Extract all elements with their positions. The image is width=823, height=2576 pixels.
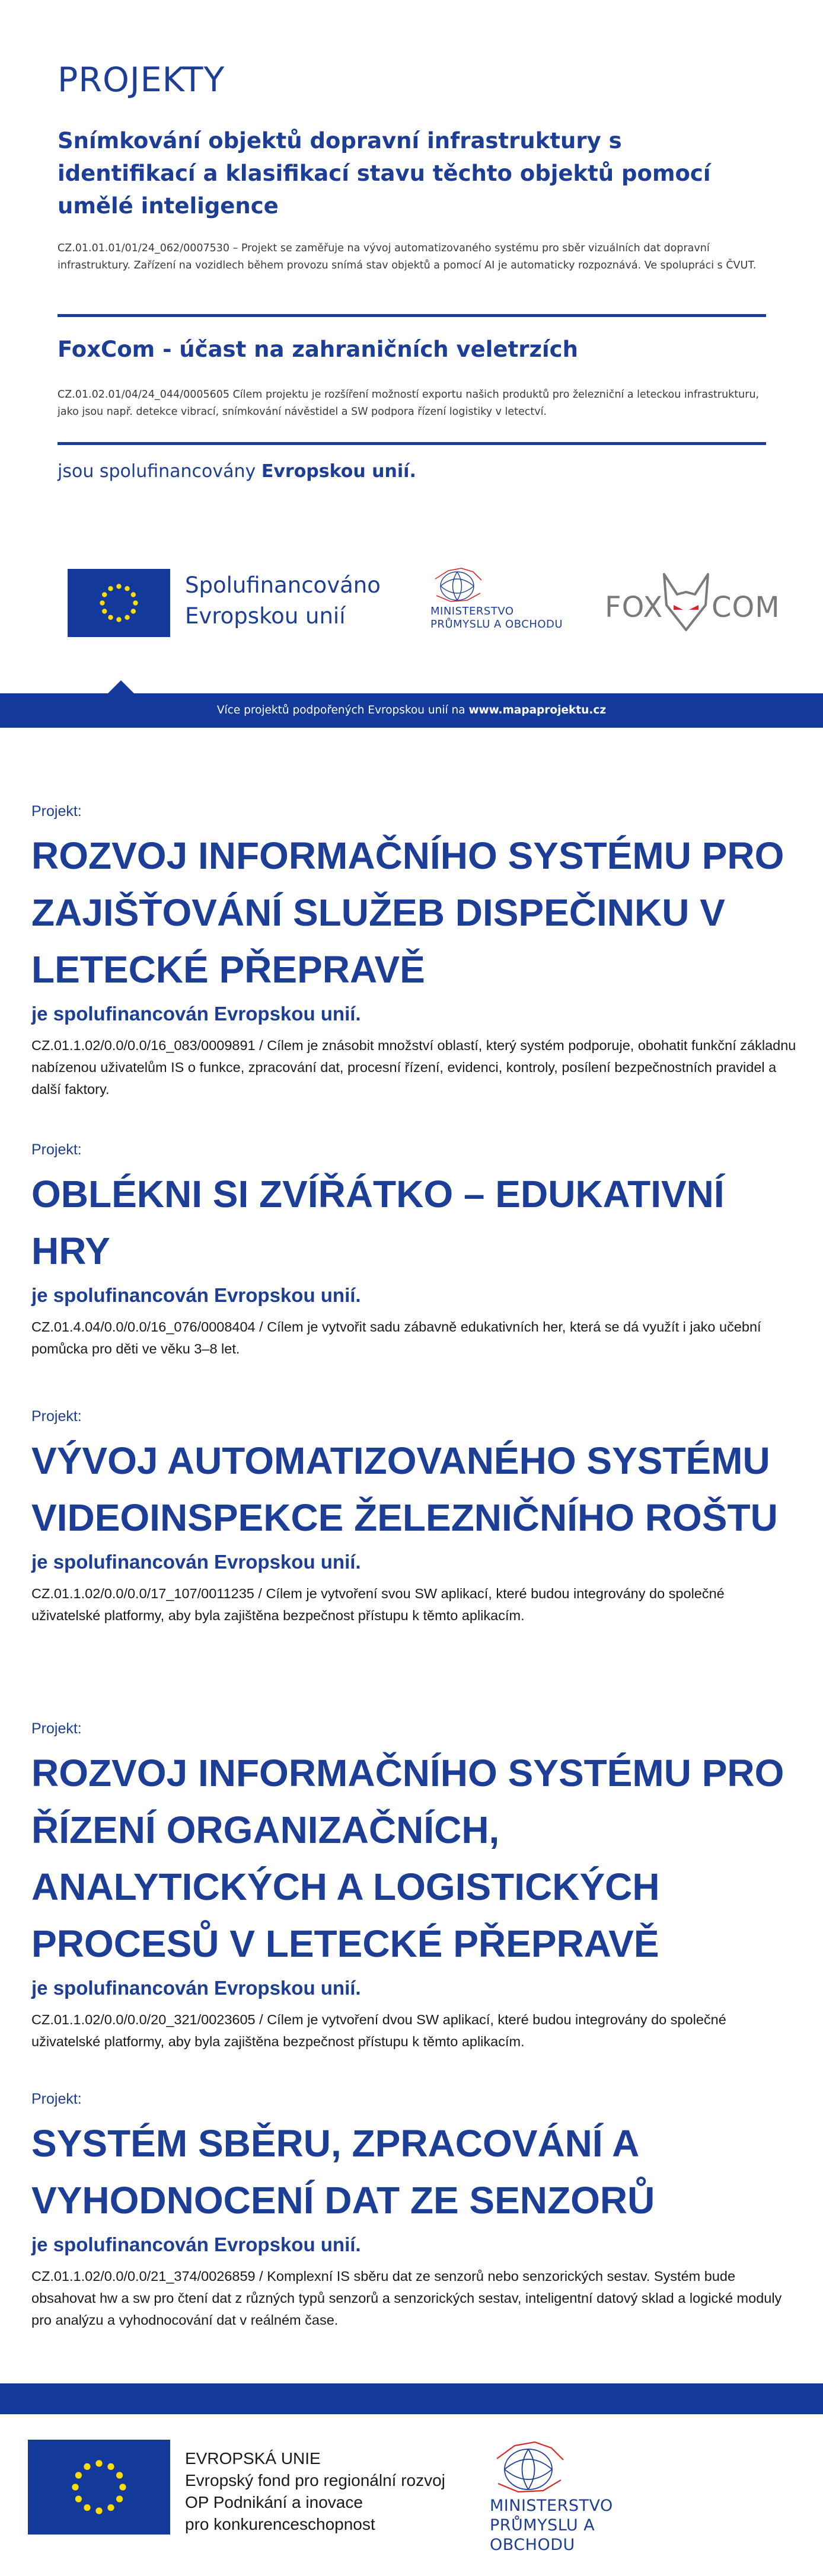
- project-description: CZ.01.1.02/0.0/0.0/20_321/0023605 / Cílem je vytvoření dvou SW aplikací, které budou integrovány do společné uživatelské platformy, aby byla zajištěna bezpečnost přístupu k těmto aplikacím.: [31, 2012, 726, 2049]
- eu-logo-line1: Spolufinancováno: [185, 572, 381, 598]
- project-title: OBLÉKNI SI ZVÍŘÁTKO – EDUKATIVNÍ HRY: [31, 1173, 725, 1272]
- cofinanced-note: [58, 461, 416, 482]
- divider: [58, 314, 766, 317]
- project-description: CZ.01.1.02/0.0/0.0/17_107/0011235 / Cílem je vytvoření svou SW aplikací, které budou integrovány do společné uživatelské platformy, aby byla zajištěna bezpečnost přístupu k těmto aplikacím.: [31, 1586, 725, 1623]
- project2-title: FoxCom - účast na zahraničních veletrzích: [58, 337, 578, 362]
- foxcom-logo: [605, 566, 780, 640]
- footer-eu-text: [185, 2447, 445, 2535]
- project-title: VÝVOJ AUTOMATIZOVANÉHO SYSTÉMU VIDEOINSPEKCE ŽELEZNIČNÍHO ROŠTU: [31, 1439, 778, 1539]
- project-title: SYSTÉM SBĚRU, ZPRACOVÁNÍ A VYHODNOCENÍ DAT ZE SENZORŮ: [31, 2122, 655, 2222]
- project-description: CZ.01.1.02/0.0/0.0/21_374/0026859 / Komplexní IS sběru dat ze senzorů nebo senzorických sestav. Systém bude obsahovat hw a sw pro čtení dat z různých typů senzorů a senzorických sestav, inteligentní datový sklad a logické moduly pro analýzu a vyhodnocování dat v reálném čase.: [31, 2268, 782, 2328]
- eu-cofinanced-logo-text: [185, 570, 381, 632]
- fox-head-icon: [659, 571, 713, 636]
- strip-text: [0, 693, 823, 728]
- mapaprojektu-link[interactable]: www.mapaprojektu.cz: [468, 704, 607, 716]
- eu-flag-icon: [68, 569, 170, 637]
- project-label: Projekt:: [31, 1141, 82, 1158]
- footer-eu-flag-icon: [28, 2440, 170, 2535]
- footer-line1: EVROPSKÁ UNIE: [185, 2449, 321, 2468]
- mpo-line1: MINISTERSTVO: [430, 605, 514, 617]
- page-heading: PROJEKTY: [58, 60, 225, 100]
- eu-logo-line2: Evropskou unií: [185, 603, 346, 629]
- project-item: [31, 1720, 796, 2053]
- project-cofinanced: je spolufinancován Evropskou unií.: [31, 1284, 361, 1306]
- cofinanced-prefix: jsou spolufinancovány: [58, 461, 261, 482]
- footer-mpo-globe-icon: [490, 2439, 567, 2495]
- project1-title: Snímkování objektů dopravní infrastruktury s identifikací a klasifikací stavu těchto objektů pomocí umělé inteligence: [58, 128, 711, 219]
- foxcom-logo-left: FOX: [605, 591, 663, 624]
- footer-line2: Evropský fond pro regionální rozvoj: [185, 2471, 445, 2489]
- project-label: Projekt:: [31, 803, 82, 820]
- strip-label: Více projektů podpořených Evropskou unií na: [216, 704, 469, 716]
- footer-mpo-line1: MINISTERSTVO: [490, 2497, 613, 2515]
- project-item: [31, 803, 796, 1100]
- project-label: Projekt:: [31, 1408, 82, 1425]
- project-title: ROZVOJ INFORMAČNÍHO SYSTÉMU PRO ŘÍZENÍ ORGANIZAČNÍCH, ANALYTICKÝCH A LOGISTICKÝCH PROCESŮ V LETECKÉ PŘEPRAVĚ: [31, 1752, 784, 1965]
- project-item: [31, 1141, 796, 1360]
- strip-notch: [107, 680, 135, 695]
- project-cofinanced: je spolufinancován Evropskou unií.: [31, 1551, 361, 1573]
- project-cofinanced: je spolufinancován Evropskou unií.: [31, 1977, 361, 1999]
- project-label: Projekt:: [31, 2091, 82, 2107]
- projects-header-section: [0, 0, 823, 729]
- footer-line3: OP Podnikání a inovace: [185, 2493, 363, 2511]
- project-description: CZ.01.4.04/0.0/0.0/16_076/0008404 / Cílem je vytvořit sadu zábavně edukativních her, která se dá využít i jako učební pomůcka pro děti ve věku 3–8 let.: [31, 1319, 761, 1356]
- mpo-line2: PRŮMYSLU A OBCHODU: [430, 618, 563, 631]
- mapaprojektu-strip: [0, 693, 823, 728]
- mpo-globe-icon: [430, 566, 484, 603]
- footer-bar: [0, 2383, 823, 2414]
- project2-description: CZ.01.02.01/04/24_044/0005605 Cílem projektu je rozšíření možností exportu našich produktů pro železniční a leteckou infrastrukturu, jako jsou např. detekce vibrací, snímkování návěstidel a SW podpora řízení logistiky v letectví.: [58, 389, 760, 418]
- project-item: [31, 2091, 796, 2331]
- project1-description: CZ.01.01.01/01/24_062/0007530 – Projekt se zaměřuje na vývoj automatizovaného systému pro sběr vizuálních dat dopravní infrastruktury. Zařízení na vozidlech během provozu snímá stav objektů a pomocí AI je automaticky rozpoznává. Ve spolupráci s ČVUT.: [58, 242, 757, 271]
- project-cofinanced: je spolufinancován Evropskou unií.: [31, 1003, 361, 1025]
- project-cofinanced: je spolufinancován Evropskou unií.: [31, 2233, 361, 2255]
- cofinanced-bold: Evropskou unií.: [261, 461, 416, 482]
- project-description: CZ.01.1.02/0.0/0.0/16_083/0009891 / Cílem je znásobit množství oblastí, který systém podporuje, obohatit funkční základnu nabízenou uživatelům IS o funkce, zpracování dat, procesní řízení, evidenci, kontroly, posílení bezpečnostních pravidel a další faktory.: [31, 1038, 796, 1097]
- footer-mpo-line2: PRŮMYSLU A OBCHODU: [490, 2516, 595, 2554]
- foxcom-logo-right: COM: [712, 591, 780, 624]
- footer-line4: pro konkurenceschopnost: [185, 2515, 375, 2533]
- project-label: Projekt:: [31, 1720, 82, 1737]
- mpo-logo: [430, 566, 579, 643]
- project-title: ROZVOJ INFORMAČNÍHO SYSTÉMU PRO ZAJIŠŤOVÁNÍ SLUŽEB DISPEČINKU V LETECKÉ PŘEPRAVĚ: [31, 834, 784, 991]
- divider: [58, 442, 766, 445]
- project-item: [31, 1408, 796, 1627]
- footer-mpo-logo: [490, 2439, 644, 2554]
